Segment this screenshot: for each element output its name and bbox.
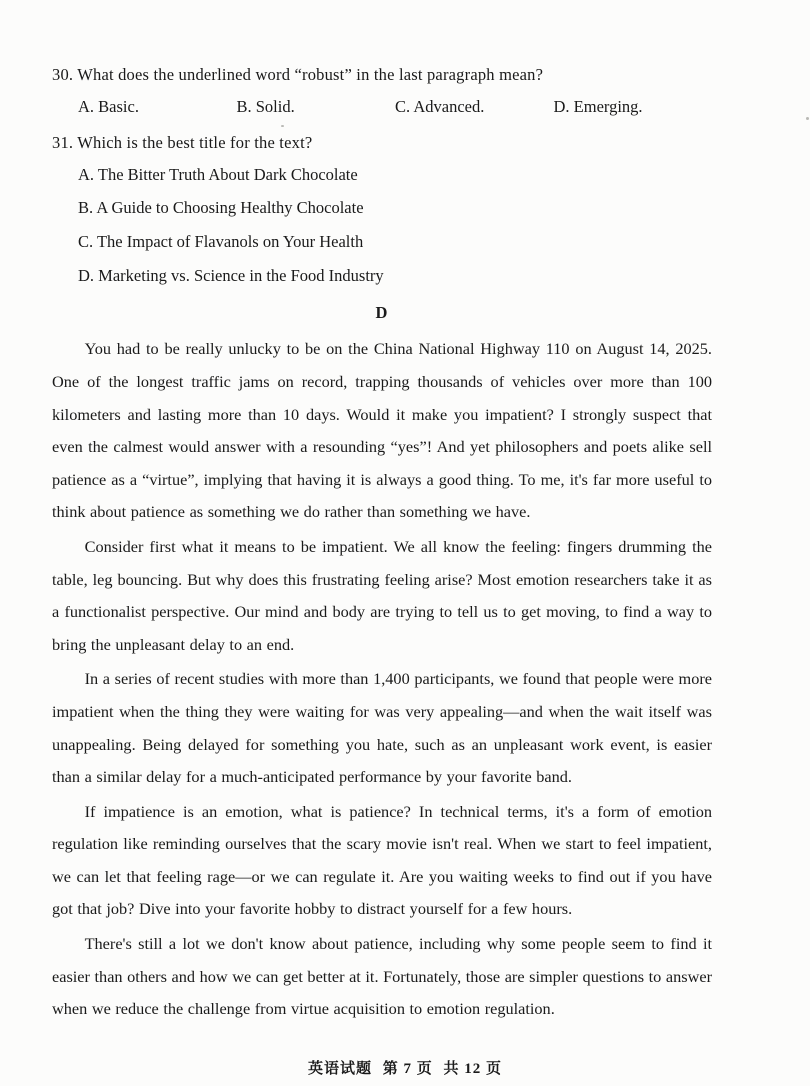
option-a[interactable]: A. Basic.: [78, 96, 139, 116]
option-a[interactable]: A. The Bitter Truth About Dark Chocolate: [78, 164, 358, 184]
footer-page-number: 第 7 页: [382, 1061, 433, 1077]
question-stem: 31. Which is the best title for the text?: [52, 132, 313, 152]
footer-subject: 英语试题: [307, 1061, 372, 1077]
passage-paragraph: There's still a lot we don't know about patience, including why some people seem to find it easier than others and how we can get better at it. Fortunately, those are simpler questions to answer when we reduce the challenge from virtue acquisition to emotion regulation.: [52, 934, 712, 1019]
question-options-inline: [52, 94, 712, 120]
question-30: [52, 62, 712, 120]
option-b[interactable]: B. Solid.: [236, 96, 295, 116]
footer-total-pages: 共 12 页: [443, 1061, 503, 1077]
question-options-stacked: [52, 162, 712, 290]
page-footer: [0, 1057, 810, 1078]
option-d[interactable]: D. Emerging.: [553, 96, 643, 116]
passage-paragraph: In a series of recent studies with more than 1,400 participants, we found that people were more impatient when the thing they were waiting for was very appealing—and when the wait itself was unappealing. Being delayed for something you hate, such as an unpleasant work event, is easier than a similar delay for a much-anticipated performance by your favorite band.: [52, 669, 712, 787]
scan-speck: [806, 117, 809, 120]
option-c[interactable]: C. The Impact of Flavanols on Your Health: [78, 231, 364, 251]
passage-paragraph: If impatience is an emotion, what is patience? In technical terms, it's a form of emotion regulation like reminding ourselves that the scary movie isn't real. When we start to feel impatient, we can let that feeling rage—or we can regulate it. Are you waiting weeks to find out if you have got that job? Dive into your favorite hobby to distract yourself for a few hours.: [52, 801, 712, 919]
passage-paragraph: Consider first what it means to be impatient. We all know the feeling: fingers drumming the table, leg bouncing. But why does this frustrating feeling arise? Most emotion researchers take it as a functionalist perspective. Our mind and body are trying to tell us to get moving, to find a way to bring the unpleasant delay to an end.: [52, 536, 712, 654]
question-stem: 30. What does the underlined word “robust” in the last paragraph mean?: [52, 65, 544, 84]
option-c[interactable]: C. Advanced.: [395, 96, 485, 116]
option-b[interactable]: B. A Guide to Choosing Healthy Chocolate: [78, 198, 364, 218]
option-d[interactable]: D. Marketing vs. Science in the Food Industry: [78, 265, 384, 285]
question-31: [52, 130, 712, 289]
section-letter: D: [375, 303, 389, 323]
page-content: [52, 62, 712, 1028]
passage-paragraph: You had to be really unlucky to be on the China National Highway 110 on August 14, 2025. One of the longest traffic jams on record, trapping thousands of vehicles over more than 100 kilometers and lasting more than 10 days. Would it make you impatient? I strongly suspect that even the calmest would answer with a resounding “yes”! And yet philosophers and poets alike sell patience as a “virtue”, implying that having it is always a good thing. To me, it's far more useful to think about patience as something we do rather than something we have.: [52, 339, 712, 522]
